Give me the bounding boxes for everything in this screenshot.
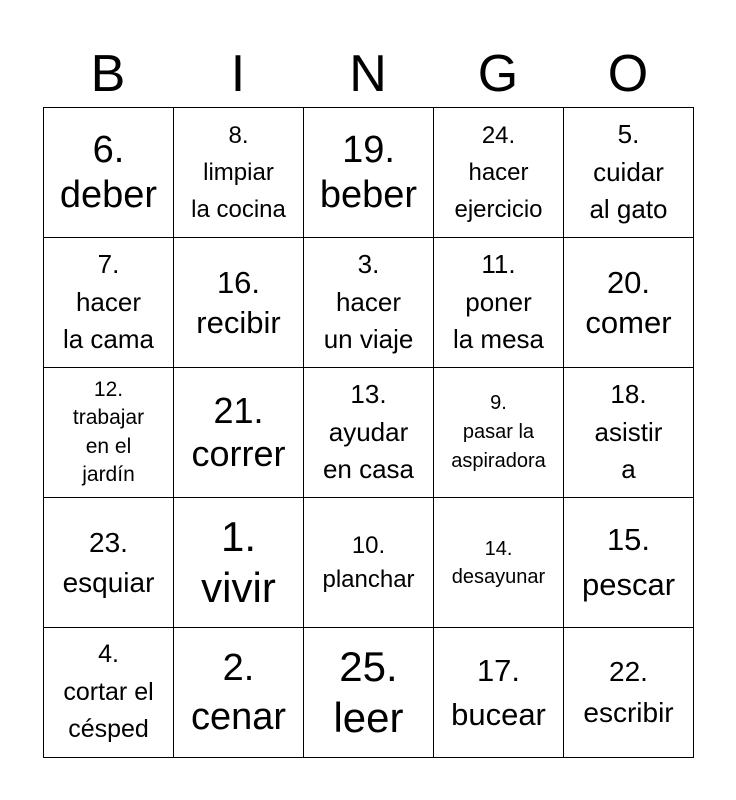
cell-text: 13. ayudar en casa (322, 378, 415, 485)
bingo-cell[interactable] (564, 108, 694, 238)
cell-text: 5. cuidar al gato (589, 118, 668, 225)
cell-text: 24. hacer ejercicio (454, 121, 543, 224)
bingo-cell[interactable] (304, 628, 434, 758)
bingo-cell[interactable] (174, 368, 304, 498)
cell-text: 12. trabajar en el jardín (72, 377, 145, 486)
bingo-cell[interactable] (564, 238, 694, 368)
bingo-cell[interactable] (44, 498, 174, 628)
bingo-cell[interactable] (174, 108, 304, 238)
cell-text: 10. planchar (322, 531, 415, 593)
bingo-cell[interactable] (174, 628, 304, 758)
cell-text: 4. cortar el césped (63, 640, 154, 744)
bingo-cell[interactable] (44, 238, 174, 368)
bingo-cell[interactable] (174, 238, 304, 368)
bingo-cell[interactable] (434, 498, 564, 628)
cell-text: 6. deber (59, 129, 158, 216)
cell-text: 20. comer (585, 265, 672, 340)
cell-text: 8. limpiar la cocina (191, 121, 286, 224)
bingo-cell[interactable] (564, 628, 694, 758)
bingo-cell[interactable] (304, 498, 434, 628)
bingo-cell[interactable] (434, 368, 564, 498)
header-letter-g: G (477, 45, 519, 103)
cell-text: 3. hacer un viaje (323, 248, 414, 355)
cell-text: 19. beber (319, 129, 418, 216)
cell-text: 23. esquiar (62, 527, 155, 598)
cell-text: 15. pescar (581, 521, 676, 602)
bingo-cell[interactable] (174, 498, 304, 628)
bingo-cell[interactable] (304, 238, 434, 368)
bingo-cell[interactable] (434, 108, 564, 238)
cell-text: 1. vivir (201, 513, 276, 611)
bingo-cell[interactable] (304, 368, 434, 498)
bingo-board (43, 107, 694, 758)
bingo-cell[interactable] (44, 368, 174, 498)
bingo-cell[interactable] (434, 238, 564, 368)
cell-text: 21. correr (191, 390, 286, 474)
cell-text: 9. pasar la aspiradora (451, 392, 546, 472)
cell-text: 18. asistir a (594, 378, 663, 485)
header-letter-i: I (230, 45, 246, 103)
cell-text: 17. bucear (451, 653, 546, 732)
cell-text: 16. recibir (196, 265, 281, 340)
header-letter-n: N (349, 45, 387, 103)
cell-text: 25. leer (333, 643, 404, 741)
bingo-header (43, 40, 693, 108)
cell-text: 14. desayunar (451, 537, 546, 588)
cell-text: 11. poner la mesa (452, 248, 545, 355)
bingo-cell[interactable] (564, 368, 694, 498)
bingo-cell[interactable] (44, 108, 174, 238)
cell-text: 2. cenar (190, 647, 287, 738)
cell-text: 7. hacer la cama (62, 248, 155, 355)
bingo-cell[interactable] (434, 628, 564, 758)
bingo-cell[interactable] (304, 108, 434, 238)
bingo-cell[interactable] (44, 628, 174, 758)
bingo-cell[interactable] (564, 498, 694, 628)
header-letter-b: B (90, 45, 126, 103)
cell-text: 22. escribir (583, 655, 674, 728)
header-letter-o: O (607, 45, 649, 103)
